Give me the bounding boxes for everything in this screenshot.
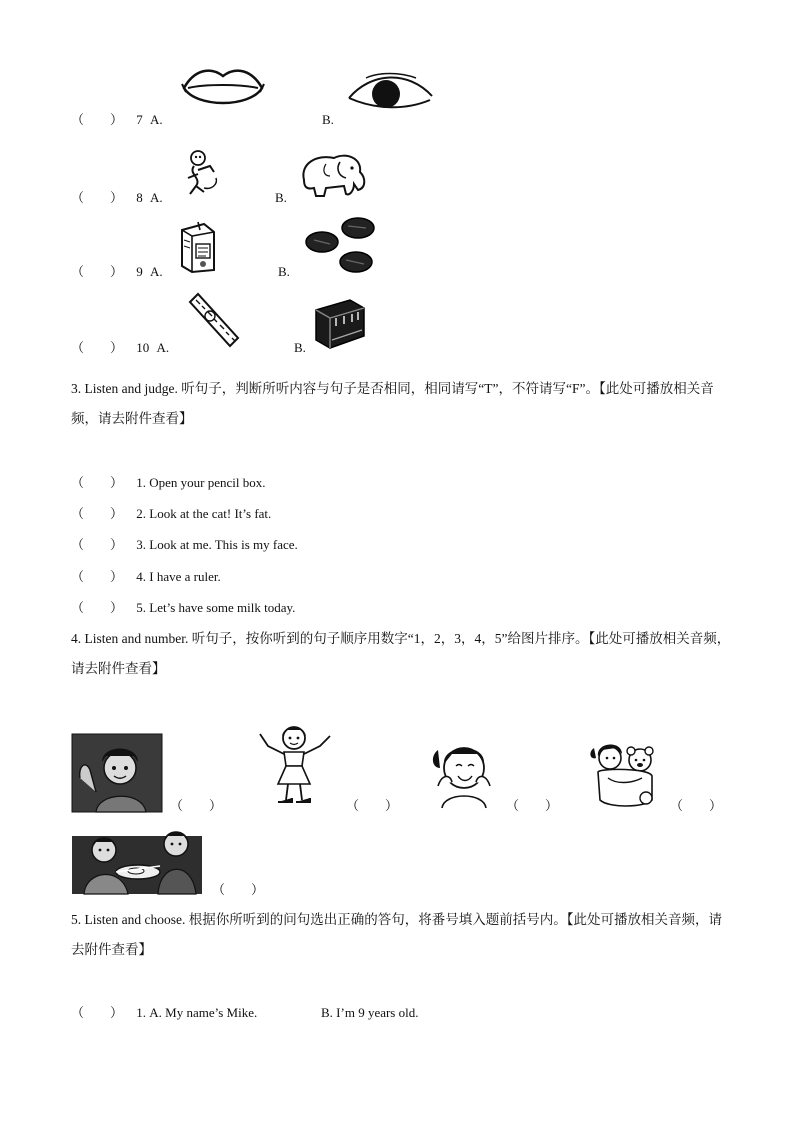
answer-paren[interactable]: （ ） xyxy=(71,537,124,552)
section-5-heading: 5. Listen and choose. 根据你所听到的问句选出正确的答句，将番号填入题前括号内。【此处可播放相关音频，请去附件查看】 xyxy=(71,912,722,957)
option-a-label: A. xyxy=(156,340,170,355)
lips-icon xyxy=(180,64,266,114)
judge-item-3 xyxy=(71,537,298,553)
item-9-row xyxy=(71,264,163,280)
option-a-text: 1. A. My name’s Mike. xyxy=(136,1005,258,1020)
option-a-label: A. xyxy=(150,190,163,205)
order-blank-4[interactable]: （ ） xyxy=(670,798,723,813)
pencil-box-icon xyxy=(314,296,366,350)
item-number: 9 xyxy=(136,264,143,279)
section-4-heading: 4. Listen and number. 听句子，按你听到的句子顺序用数字“1，2，3，4，5”给图片排序。【此处可播放相关音频，请去附件查看】 xyxy=(71,631,731,676)
choose-item-1 xyxy=(71,1005,257,1021)
option-a-label: A. xyxy=(150,112,163,127)
girl-standing-picture xyxy=(252,722,336,810)
item-number: 7 xyxy=(136,112,143,127)
ruler-icon xyxy=(186,292,240,350)
answer-paren[interactable]: （ ） xyxy=(71,190,124,205)
answer-paren[interactable]: （ ） xyxy=(71,569,124,584)
option-b-text: B. I’m 9 years old. xyxy=(321,1005,419,1020)
order-blank-1[interactable]: （ ） xyxy=(170,798,223,813)
eye-icon xyxy=(346,70,434,112)
option-b-label: B. xyxy=(278,264,290,279)
judge-sentence: 3. Look at me. This is my face. xyxy=(136,537,298,552)
item-10-row xyxy=(71,340,169,356)
order-blank-3[interactable]: （ ） xyxy=(506,798,559,813)
cookies-icon xyxy=(300,216,382,276)
option-b-label: B. xyxy=(294,340,306,355)
monkey-icon xyxy=(178,148,222,198)
option-b-label: B. xyxy=(275,190,287,205)
answer-paren[interactable]: （ ） xyxy=(71,506,124,521)
answer-paren[interactable]: （ ） xyxy=(71,1005,124,1020)
elephant-icon xyxy=(296,150,370,198)
judge-item-1 xyxy=(71,475,266,491)
judge-item-2 xyxy=(71,506,271,522)
answer-paren[interactable]: （ ） xyxy=(71,264,124,279)
judge-item-4 xyxy=(71,569,221,585)
juice-box-icon xyxy=(178,220,218,274)
girl-teddy-bear-picture xyxy=(586,738,664,810)
answer-paren[interactable]: （ ） xyxy=(71,600,124,615)
girl-laughing-picture xyxy=(424,738,500,808)
judge-item-5 xyxy=(71,600,295,616)
item-number: 8 xyxy=(136,190,143,205)
judge-sentence: 1. Open your pencil box. xyxy=(136,475,266,490)
item-number: 10 xyxy=(136,340,150,355)
option-a-label: A. xyxy=(150,264,163,279)
answer-paren[interactable]: （ ） xyxy=(71,112,124,127)
option-b-label: B. xyxy=(322,112,334,127)
girl-waving-picture xyxy=(72,734,162,812)
section-3-heading: 3. Listen and judge. 听句子，判断所听内容与句子是否相同，相同请写“T”，不符请写“F”。【此处可播放相关音频，请去附件查看】 xyxy=(71,381,714,426)
judge-sentence: 5. Let’s have some milk today. xyxy=(136,600,296,615)
item-8-row xyxy=(71,190,163,206)
order-blank-5[interactable]: （ ） xyxy=(212,882,265,897)
judge-sentence: 4. I have a ruler. xyxy=(136,569,221,584)
item-7-row xyxy=(71,112,163,128)
order-blank-2[interactable]: （ ） xyxy=(346,798,399,813)
kids-sharing-picture xyxy=(72,826,202,894)
answer-paren[interactable]: （ ） xyxy=(71,340,124,355)
answer-paren[interactable]: （ ） xyxy=(71,475,124,490)
judge-sentence: 2. Look at the cat! It’s fat. xyxy=(136,506,272,521)
